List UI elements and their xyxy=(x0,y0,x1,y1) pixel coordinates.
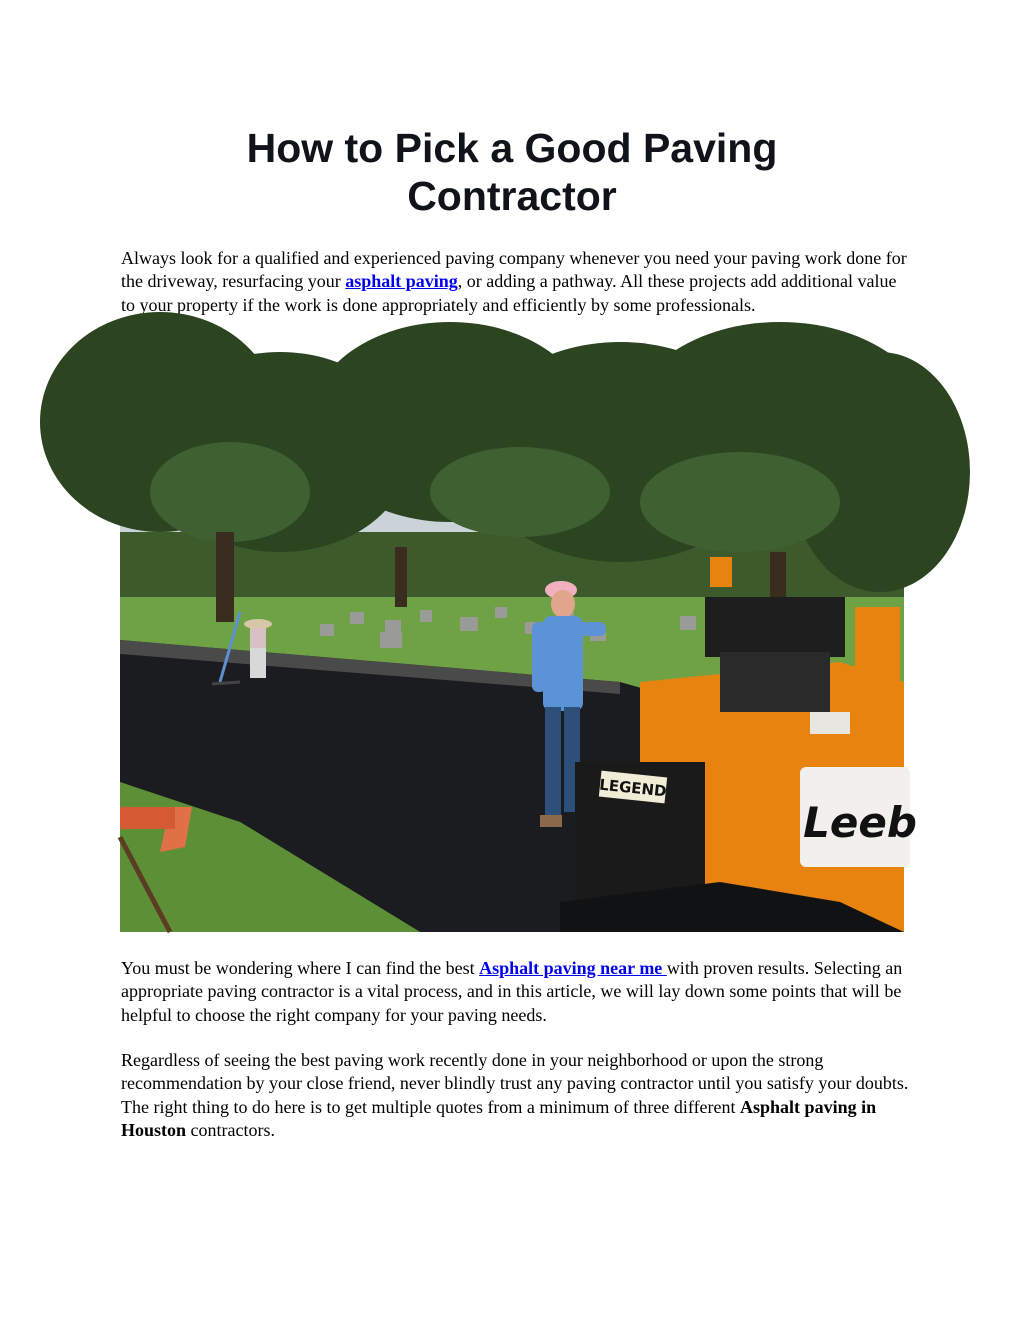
intro-paragraph xyxy=(121,247,911,317)
intro-text-start: Always look for a qualified and experienced paving company whenever you need your paving work done for the driveway, resurfacing your xyxy=(121,248,907,292)
second-text-start: You must be wondering where I can find the best xyxy=(121,958,480,978)
intro-text-end: , or adding a pathway. All these projects add additional value to your property if the work is done appropriately and efficiently by some professionals. xyxy=(121,271,897,315)
leeb-label: Leeb xyxy=(803,798,917,847)
asphalt-paving-link[interactable]: asphalt paving xyxy=(345,271,458,292)
second-paragraph xyxy=(121,957,911,1027)
legend-label: LEGEND xyxy=(598,775,668,801)
third-text-end: contractors. xyxy=(186,1119,275,1140)
second-text-end: with proven results. Selecting an appropriate paving contractor is a vital process, and in this article, we will lay down some points that will be helpful to choose the right company for your paving needs. xyxy=(121,958,903,1025)
third-text-start: Regardless of seeing the best paving work recently done in your neighborhood or upon the strong recommendation by your close friend, never blindly trust any paving contractor until you satisfy your doubts. The right thing to do here is to get multiple quotes from a minimum of three different xyxy=(121,1050,909,1117)
paving-crew-photo xyxy=(120,382,917,932)
asphalt-paving-near-me-link[interactable]: Asphalt paving near me xyxy=(479,958,667,978)
cone-base xyxy=(120,807,175,829)
page-title: How to Pick a Good Paving Contractor xyxy=(246,125,778,219)
asphalt-paving-houston-bold: Asphalt paving in Houston xyxy=(121,1096,877,1140)
third-paragraph xyxy=(121,1049,911,1142)
paving-scene-illustration xyxy=(120,382,917,932)
